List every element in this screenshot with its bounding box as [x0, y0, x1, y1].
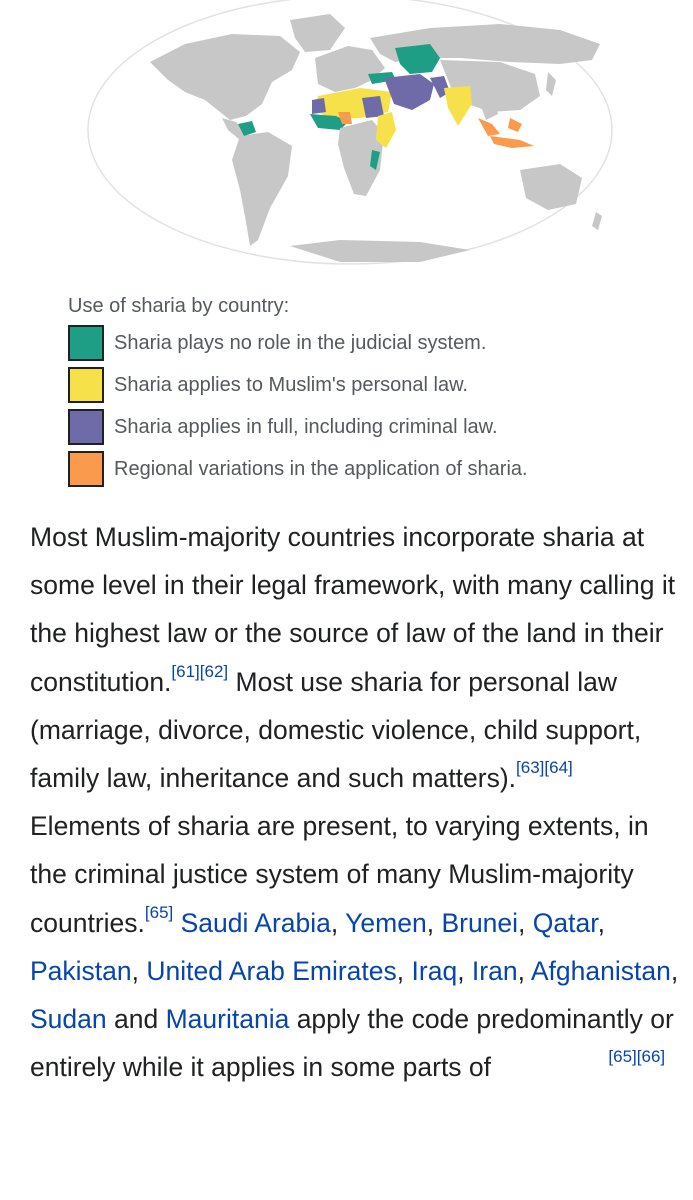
link-saudi-arabia[interactable]: Saudi Arabia [180, 907, 331, 938]
citation-link-66[interactable]: [66] [636, 1047, 666, 1067]
link-brunei[interactable]: Brunei [441, 907, 519, 938]
text-comma: , [670, 955, 679, 986]
link-iraq[interactable]: Iraq [411, 955, 458, 986]
legend-item-personal-law [68, 364, 668, 406]
text-space [173, 908, 180, 938]
legend-caption: Use of sharia by country: [68, 295, 290, 317]
legend-label-no-role: Sharia plays no role in the judicial system. [114, 331, 487, 354]
link-qatar[interactable]: Qatar [532, 907, 598, 938]
legend-swatch-no-role [68, 325, 104, 361]
article-paragraph [30, 513, 680, 1091]
text-p1: Most Muslim-majority countries incorporate sharia at some level in their legal framework, with many calling it the highest law or the source of law of the land in their constitution. [30, 522, 676, 697]
citation-link-65b[interactable]: [65] [608, 1047, 637, 1067]
legend-label-regional: Regional variations in the application of sharia. [114, 457, 528, 480]
text-comma: , [330, 907, 346, 938]
legend-swatch-personal-law [68, 367, 104, 403]
text-p4: apply the code predominantly or entirely while it applies in some parts of [30, 1004, 674, 1083]
text-comma: , [517, 955, 531, 986]
text-comma: , [131, 955, 147, 986]
citation-link-65[interactable]: [65] [144, 902, 174, 922]
legend-swatch-regional [68, 451, 104, 487]
text-comma: , [457, 955, 472, 986]
link-united-arab-emirates[interactable]: United Arab Emirates [146, 955, 397, 986]
link-pakistan[interactable]: Pakistan [30, 955, 132, 986]
legend-swatch-full-criminal [68, 409, 104, 445]
legend-item-no-role [68, 322, 668, 364]
citation[interactable] [608, 1047, 665, 1066]
legend-label-personal-law: Sharia applies to Muslim's personal law. [114, 373, 468, 396]
link-yemen[interactable]: Yemen [345, 907, 427, 938]
legend-label-full-criminal: Sharia applies in full, including criminal law. [114, 415, 498, 438]
text-p3: Elements of sharia are present, to varying extents, in the criminal justice system of many Muslim-majority countries. [30, 811, 649, 938]
world-map-graphic [0, 0, 693, 280]
link-sudan[interactable]: Sudan [30, 1004, 107, 1035]
text-comma: , [597, 907, 605, 938]
text-and: and [106, 1004, 166, 1035]
text-space [491, 1052, 498, 1082]
text-p2: Most use sharia for personal law (marriage, divorce, domestic violence, child support, family law, inheritance and such matters). [30, 666, 642, 794]
legend-item-full-criminal [68, 406, 668, 448]
text-comma: , [426, 907, 442, 938]
citation[interactable] [171, 662, 228, 681]
link-afghanistan[interactable]: Afghanistan [530, 955, 671, 986]
land-new-zealand [592, 212, 602, 230]
citation-link-64[interactable]: [64] [544, 758, 573, 778]
text-comma: , [396, 955, 412, 986]
citation-link-62[interactable]: [62] [199, 661, 229, 681]
land-mauritania [312, 98, 326, 114]
legend-item-regional [68, 448, 668, 490]
article-body [30, 513, 680, 1091]
citation-link-61[interactable]: [61] [171, 661, 200, 681]
citation[interactable] [516, 758, 573, 777]
link-mauritania[interactable]: Mauritania [165, 1004, 290, 1035]
text-comma: , [518, 907, 533, 938]
map-legend [68, 290, 668, 490]
citation[interactable] [145, 903, 173, 922]
link-iran[interactable]: Iran [471, 955, 518, 986]
citation-link-63[interactable]: [63] [516, 758, 545, 778]
sharia-world-map[interactable] [0, 0, 693, 280]
